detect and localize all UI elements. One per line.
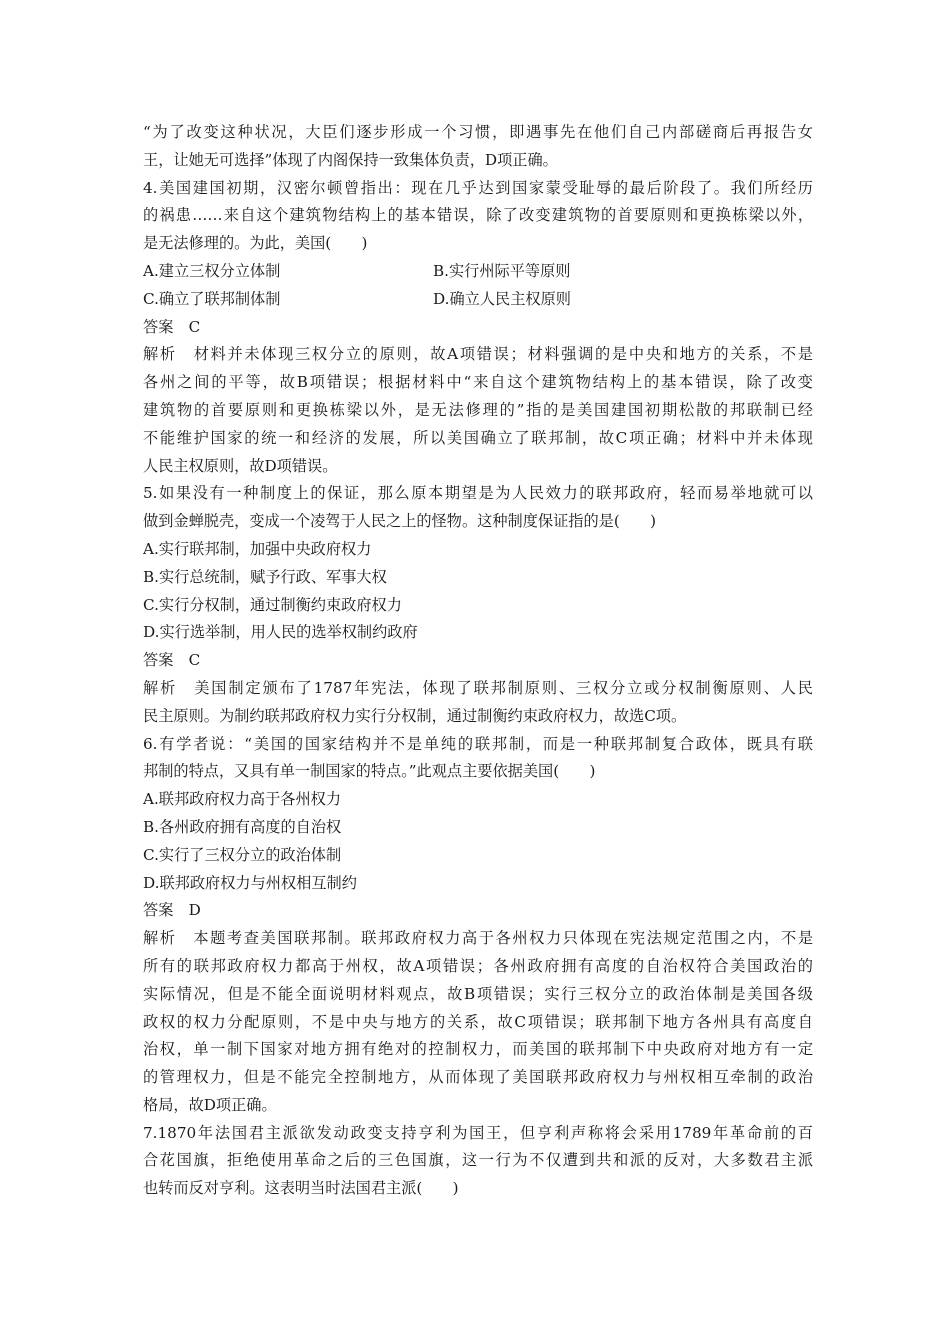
options-row (143, 258, 813, 286)
question-stem-line: 做到金蝉脱壳，变成一个凌驾于人民之上的怪物。这种制度保证指的是( ) (143, 512, 657, 531)
question-stem-line: 合花国旗，拒绝使用革命之后的三色国旗，这一行为不仅遭到共和派的反对，大多数君主派 (143, 1151, 813, 1170)
option-c: C.实行分权制，通过制衡约束政府权力 (143, 595, 402, 614)
option-b: B.实行总统制，赋予行政、军事大权 (143, 567, 387, 586)
option-c: C.实行了三权分立的政治体制 (143, 845, 342, 864)
answer-line: 答案 C (143, 651, 201, 670)
analysis-line: 所有的联邦政府权力都高于州权，故A项错误；各州政府拥有高度的自治权符合美国政治的 (143, 956, 813, 975)
question-4 (143, 175, 813, 481)
question-6 (143, 731, 813, 1120)
option-d: D.联邦政府权力与州权相互制约 (143, 873, 357, 892)
text-line: “为了改变这种状况，大臣们逐步形成一个习惯，即遇事先在他们自己内部磋商后再报告女 (143, 123, 813, 141)
analysis-line: 民主原则。为制约联邦政府权力实行分权制，通过制衡约束政府权力，故选C项。 (143, 706, 687, 725)
question-stem-line: 4.美国建国初期，汉密尔顿曾指出：现在几乎达到国家蒙受耻辱的最后阶段了。我们所经历 (143, 178, 813, 197)
option-b: B.实行州际平等原则 (433, 261, 571, 280)
option-c: C.确立了联邦制体制 (143, 289, 281, 308)
document-page (143, 119, 813, 1203)
analysis-line: 的管理权力，但是不能完全控制地方，从而体现了美国联邦政府权力与州权相互牵制的政治 (143, 1068, 813, 1087)
question-5 (143, 480, 813, 730)
question-stem-line: 5.如果没有一种制度上的保证，那么原本期望是为人民效力的联邦政府，轻而易举地就可以 (143, 484, 813, 503)
question-stem-line: 6.有学者说：“美国的国家结构并不是单纯的联邦制，而是一种联邦制复合政体，既具有联 (143, 734, 813, 753)
analysis-line: 治权，单一制下国家对地方拥有绝对的控制权力，而美国的联邦制下中央政府对地方有一定 (143, 1040, 813, 1059)
option-a: A.建立三权分立体制 (143, 261, 281, 280)
analysis-line: 实际情况，但是不能全面说明材料观点，故B项错误；实行三权分立的政治体制是美国各级 (143, 984, 813, 1003)
option-d: D.实行选举制，用人民的选举权制约政府 (143, 623, 418, 642)
question-stem-line: 7.1870年法国君主派欲发动政变支持亨利为国王，但亨利声称将会采用1789年革命前的百 (143, 1123, 813, 1142)
answer-line: 答案 C (143, 317, 201, 336)
analysis-line: 建筑物的首要原则和更换栋梁以外，是无法修理的”指的是美国建国初期松散的邦联制已经 (143, 400, 813, 419)
option-a: A.联邦政府权力高于各州权力 (143, 790, 342, 809)
analysis-line: 人民主权原则，故D项错误。 (143, 456, 338, 475)
option-a: A.实行联邦制，加强中央政府权力 (143, 539, 372, 558)
analysis-line: 各州之间的平等，故B项错误；根据材料中“来自这个建筑物结构上的基本错误，除了改变 (143, 373, 813, 392)
question-stem-line: 也转而反对亨利。这表明当时法国君主派( ) (143, 1179, 459, 1198)
analysis-line: 政权的权力分配原则，不是中央与地方的关系，故C项错误；联邦制下地方各州具有高度自 (143, 1012, 813, 1031)
text-line: 王，让她无可选择”体现了内阁保持一致集体负责，D项正确。 (143, 150, 558, 169)
analysis-line: 不能维护国家的统一和经济的发展，所以美国确立了联邦制，故C项正确；材料中并未体现 (143, 428, 813, 447)
analysis-line: 解析 材料并未体现三权分立的原则，故A项错误；材料强调的是中央和地方的关系，不是 (143, 345, 813, 364)
question-stem-line: 邦制的特点，又具有单一制国家的特点。”此观点主要依据美国( ) (143, 762, 596, 781)
intro-paragraph (143, 119, 813, 175)
question-stem-line: 的祸患……来自这个建筑物结构上的基本错误，除了改变建筑物的首要原则和更换栋梁以外， (143, 206, 813, 225)
analysis-line: 解析 本题考查美国联邦制。联邦政府权力高于各州权力只体现在宪法规定范围之内，不是 (143, 929, 813, 948)
option-d: D.确立人民主权原则 (433, 289, 571, 308)
option-b: B.各州政府拥有高度的自治权 (143, 817, 342, 836)
analysis-line: 解析 美国制定颁布了1787年宪法，体现了联邦制原则、三权分立或分权制衡原则、人民 (143, 678, 813, 697)
answer-line: 答案 D (143, 901, 201, 920)
analysis-line: 格局，故D项正确。 (143, 1095, 277, 1114)
options-row (143, 286, 813, 314)
question-stem-line: 是无法修理的。为此，美国( ) (143, 234, 368, 253)
question-7 (143, 1120, 813, 1203)
